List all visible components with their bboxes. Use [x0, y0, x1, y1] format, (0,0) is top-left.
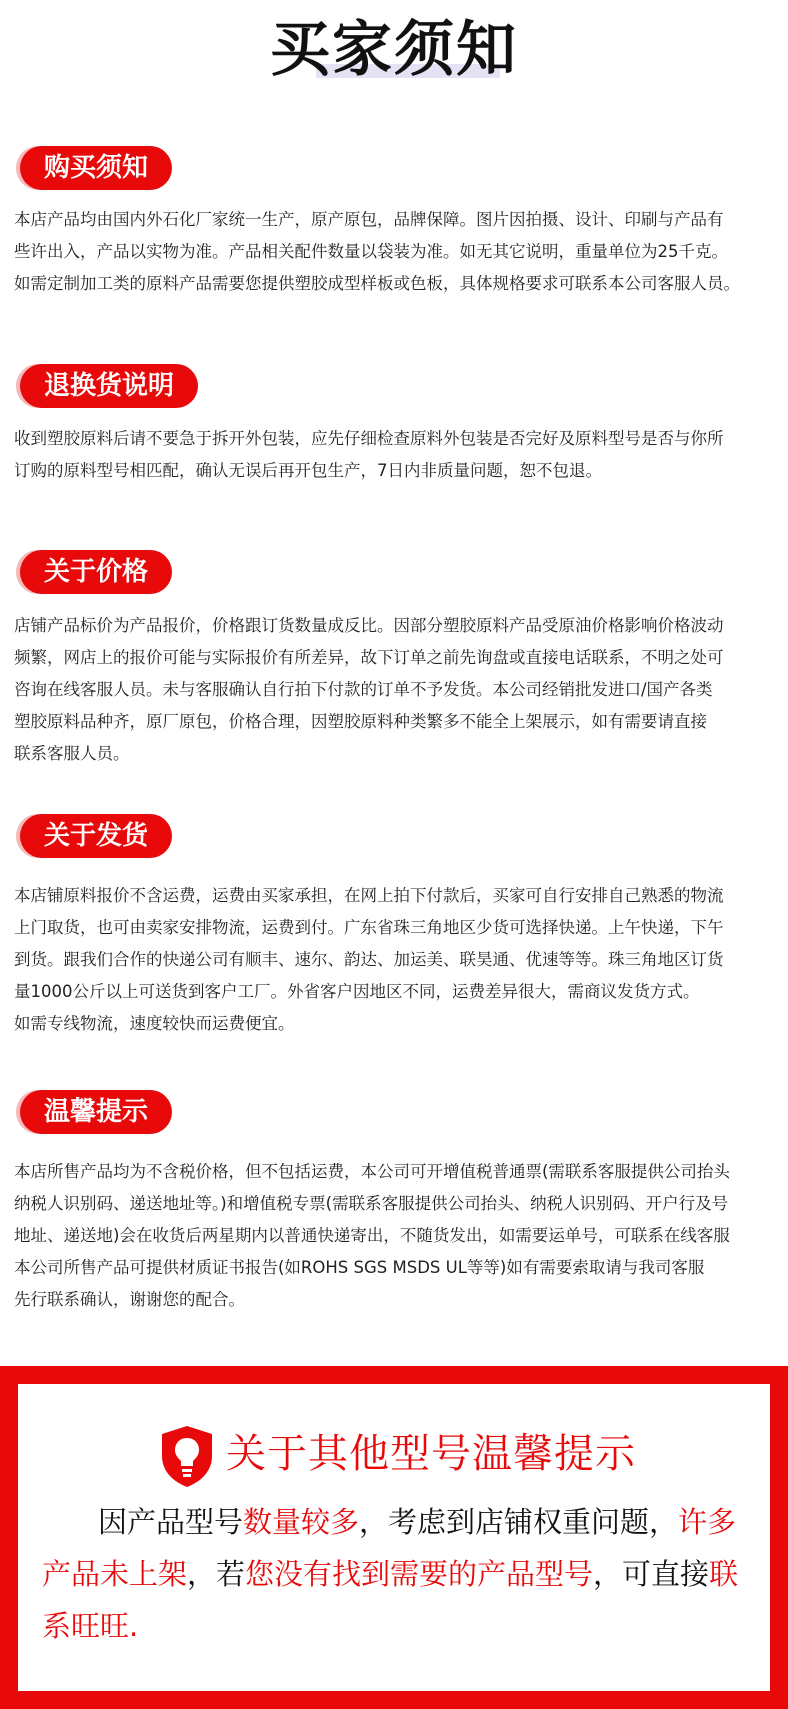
section-text-returns [14, 423, 784, 487]
text-line: 如需专线物流，速度较快而运费便宜。 [14, 1014, 295, 1033]
notice-highlight: 您没有找到需要的产品型号 [245, 1557, 594, 1591]
notice-text: ，若 [187, 1557, 246, 1591]
text-line: 本店所售产品均为不含税价格，但不包括运费，本公司可开增值税普通票(需联系客服提供公司抬头 [14, 1162, 730, 1181]
notice-highlight: 数量较多 [243, 1505, 360, 1539]
text-line: 如需定制加工类的原料产品需要您提供塑胶成型样板或色板，具体规格要求可联系本公司客服人员。 [14, 274, 740, 293]
text-line: 先行联系确认，谢谢您的配合。 [14, 1290, 245, 1309]
text-line: 本店铺原料报价不含运费，运费由买家承担，在网上拍下付款后，买家可自行安排自己熟悉的物流 [14, 886, 724, 905]
text-line: 咨询在线客服人员。未与客服确认自行拍下付款的订单不予发货。本公司经销批发进口/国产各类 [14, 680, 713, 699]
text-line: 量1000公斤以上可送货到客户工厂。外省客户因地区不同，运费差异很大，需商议发货方式。 [14, 982, 700, 1001]
text-line: 订购的原料型号相匹配，确认无误后再开包生产，7日内非质量问题，恕不包退。 [14, 461, 602, 480]
notice-body [42, 1496, 742, 1652]
section-heading-shipping: 关于发货 [20, 814, 172, 858]
text-line: 本公司所售产品可提供材质证书报告(如ROHS SGS MSDS UL等等)如有需要索取请与我司客服 [14, 1258, 705, 1277]
section-heading-price: 关于价格 [20, 550, 172, 594]
text-line: 本店产品均由国内外石化厂家统一生产，原产原包，品牌保障。图片因拍摄、设计、印刷与产品有 [14, 210, 724, 229]
text-line: 店铺产品标价为产品报价，价格跟订货数量成反比。因部分塑胶原料产品受原油价格影响价格波动 [14, 616, 724, 635]
text-line: 塑胶原料品种齐，原厂原包，价格合理，因塑胶原料种类繁多不能全上架展示，如有需要请直接 [14, 712, 707, 731]
page-title: 买家须知 [270, 15, 518, 85]
notice-text: 因产品型号 [98, 1505, 244, 1539]
text-line: 上门取货，也可由卖家安排物流，运费到付。广东省珠三角地区少货可选择快递。上午快递，下午 [14, 918, 724, 937]
notice-highlight: 许多产品未上架 [42, 1505, 737, 1591]
shield-bulb-icon [160, 1424, 214, 1488]
section-text-purchase [14, 204, 784, 300]
notice-text: ，考虑到店铺权重问题， [359, 1505, 679, 1539]
section-text-shipping [14, 880, 784, 1040]
text-line: 些许出入，产品以实物为准。产品相关配件数量以袋装为准。如无其它说明，重量单位为25千克。 [14, 242, 728, 261]
notice-text: ，可直接 [593, 1557, 710, 1591]
notice-box [0, 1366, 788, 1709]
section-heading-tips: 温馨提示 [20, 1090, 172, 1134]
text-line: 纳税人识别码、递送地址等。)和增值税专票(需联系客服提供公司抬头、纳税人识别码、开户行及号 [14, 1194, 729, 1213]
section-text-tips [14, 1156, 784, 1316]
notice-title: 关于其他型号温馨提示 [226, 1431, 636, 1477]
notice-inner [18, 1384, 770, 1691]
text-line: 地址、递送地)会在收货后两星期内以普通快递寄出，不随货发出，如需要运单号，可联系在线客服 [14, 1226, 730, 1245]
text-line: 收到塑胶原料后请不要急于拆开外包装，应先仔细检查原料外包装是否完好及原料型号是否与你所 [14, 429, 724, 448]
notice-highlight: . [129, 1609, 139, 1643]
section-heading-returns: 退换货说明 [20, 364, 198, 408]
text-line: 联系客服人员。 [14, 744, 130, 763]
section-text-price [14, 610, 784, 770]
text-line: 到货。跟我们合作的快递公司有顺丰、速尔、韵达、加运美、联昊通、优速等等。珠三角地区订货 [14, 950, 724, 969]
section-heading-purchase: 购买须知 [20, 146, 172, 190]
notice-highlight: 联系旺旺 [42, 1557, 739, 1643]
text-line: 频繁，网店上的报价可能与实际报价有所差异，故下订单之前先询盘或直接电话联系，不明之处可 [14, 648, 724, 667]
